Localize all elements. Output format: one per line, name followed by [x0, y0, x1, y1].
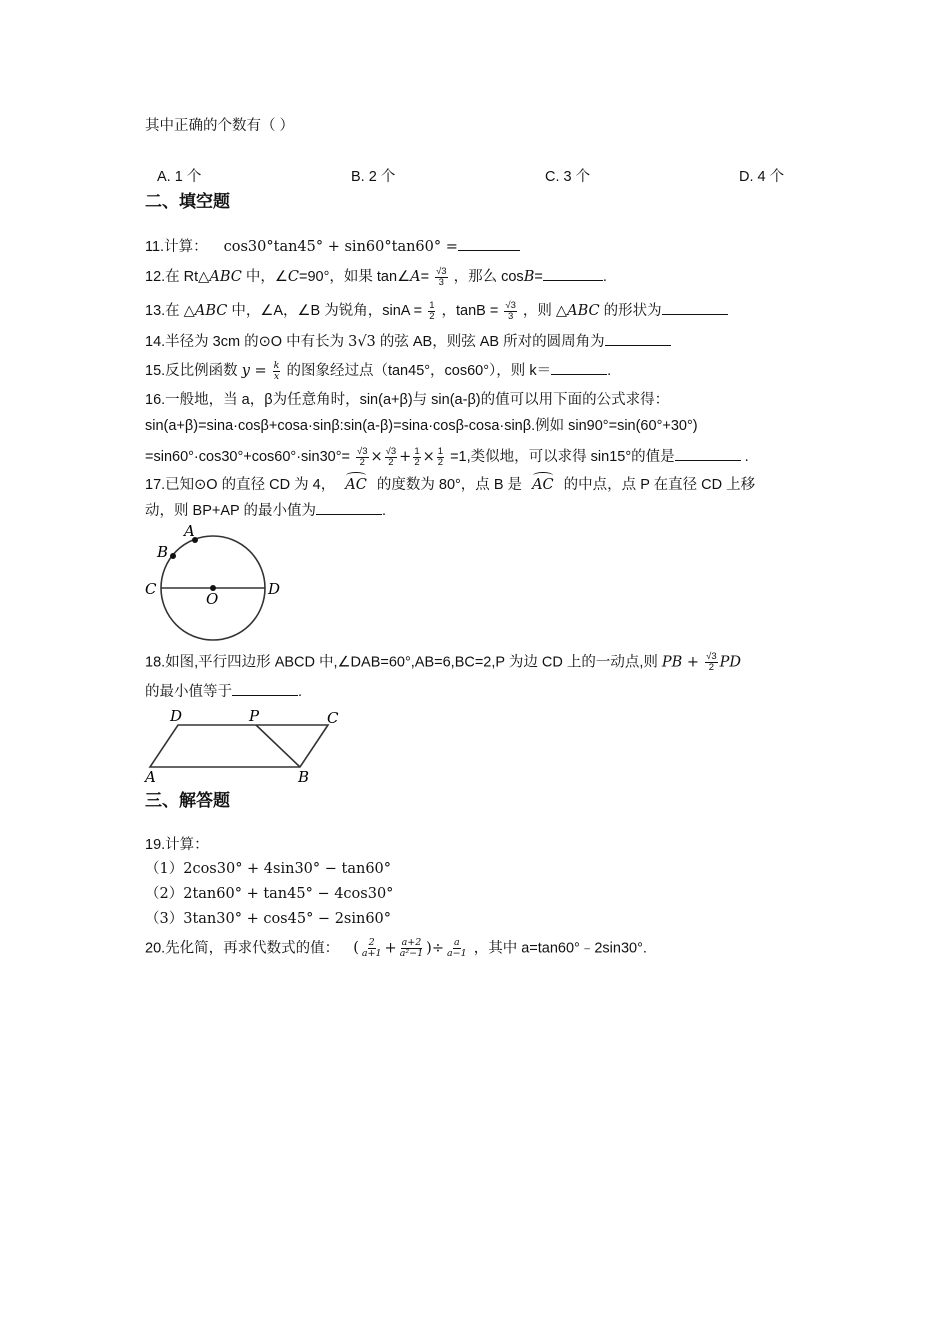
label-d: D	[170, 707, 183, 725]
question-18-line-1	[145, 652, 741, 673]
q12-text: 中，∠	[241, 269, 288, 285]
frac-num: 1	[437, 445, 444, 457]
question-16-line-2: sin(a+β)=sina·cosβ+cosa·sinβ:sin(a-β)=sina·cosβ-cosa·sinβ.例如 sin90°=sin(60°+30°)	[145, 418, 698, 434]
answer-blank	[232, 681, 298, 696]
answer-blank	[543, 266, 603, 281]
q14-text: 的弦 AB，则弦 AB 所对的圆周角为	[375, 334, 605, 350]
frac-num: a+2	[401, 937, 422, 948]
frac-num: 1	[414, 445, 420, 457]
frac-num: √3	[385, 445, 397, 457]
q18-text: 18.如图,平行四边形 ABCD 中,∠DAB=60°,AB=6,BC=2,P 为边 CD 上的一动点,则	[145, 654, 662, 671]
answer-blank	[675, 446, 741, 461]
q13-triangle: ABC	[567, 303, 600, 319]
frac-den: 3	[507, 310, 514, 322]
q17-period: .	[381, 503, 386, 519]
q20-fraction-1	[361, 938, 383, 959]
option-a: A. 1 个	[157, 169, 202, 185]
label-p: P	[249, 707, 260, 725]
question-intro: 其中正确的个数有（ ）	[145, 118, 295, 134]
frac-den: 2	[429, 310, 435, 322]
q20-fraction-3	[446, 938, 468, 959]
q12-text: =90°，如果 tan∠	[298, 269, 411, 285]
q20-text: ，其中 a=tan60°﹣2sin30°.	[473, 940, 647, 957]
q11-expression: cos30°tan45° + sin60°tan60° =	[223, 239, 458, 255]
answer-blank	[551, 360, 607, 375]
frac-num: √3	[436, 265, 447, 277]
question-14	[145, 331, 671, 352]
segment-pb	[256, 725, 300, 767]
q18-pb: PB +	[661, 654, 700, 671]
frac-den: a−1	[447, 948, 467, 959]
question-18-line-2	[145, 681, 302, 702]
q12-text: =	[420, 269, 430, 285]
frac-den: a²−1	[399, 948, 424, 959]
q13-text: 中，∠A，∠B 为锐角，sinA =	[227, 303, 427, 319]
question-19-part-1: （1）2cos30° + 4sin30° − tan60°	[145, 861, 392, 877]
q13-text: ，tanB =	[441, 303, 503, 319]
q12-angle-b: B	[523, 269, 535, 285]
frac-num: k	[273, 359, 280, 371]
q12-period: .	[602, 269, 607, 285]
q13-fraction-2	[504, 301, 517, 322]
q20-text: 20.先化简，再求代数式的值：	[145, 940, 340, 957]
section-heading-solutions: 三、解答题	[145, 791, 230, 810]
q12-triangle: ABC	[209, 269, 242, 285]
q20-divide: ÷	[431, 940, 444, 957]
q12-text: ，那么 cos	[453, 269, 524, 285]
q16-period: .	[740, 449, 749, 465]
q15-function: y =	[241, 363, 267, 379]
q13-fraction-1	[428, 301, 435, 322]
option-d: D. 4 个	[739, 169, 785, 185]
q12-fraction	[435, 267, 448, 288]
q20-paren: )	[426, 940, 432, 957]
option-b: B. 2 个	[351, 169, 396, 185]
frac-den: 2	[359, 456, 365, 468]
q11-prefix: 11.计算：	[145, 239, 208, 255]
frac-den: 2	[437, 456, 444, 468]
q12-text: =	[534, 269, 543, 285]
q15-period: .	[607, 363, 612, 379]
q16-plus: +	[399, 449, 412, 465]
q20-plus: +	[384, 940, 397, 957]
q17-text: 动，则 BP+AP 的最小值为	[145, 503, 316, 519]
q15-text: 15.反比例函数	[145, 363, 242, 379]
q16-fraction	[437, 447, 444, 468]
q17-arc: AC	[345, 477, 367, 493]
frac-den: a+1	[361, 948, 382, 959]
circle-figure	[140, 520, 290, 645]
parallelogram-abcd	[150, 725, 328, 767]
q13-text: 13.在 △	[145, 303, 195, 319]
q13-text: ，则 △	[522, 303, 568, 319]
q16-text: =sin60°·cos30°+cos60°·sin30°=	[145, 449, 354, 465]
q17-text: 17.已知⊙O 的直径 CD 为 4，	[145, 477, 336, 493]
answer-blank	[605, 331, 671, 346]
answer-blank	[662, 300, 728, 315]
frac-num: √3	[505, 299, 516, 311]
frac-num: √3	[357, 445, 368, 457]
q17-text: 的中点，点 P 在直径 CD 上移	[559, 477, 756, 493]
question-16-line-3	[145, 446, 749, 468]
frac-den: 2	[414, 456, 420, 468]
frac-num: 1	[429, 299, 435, 311]
q18-text: 的最小值等于	[145, 684, 232, 700]
q18-period: .	[298, 684, 303, 700]
question-15	[145, 360, 611, 382]
q12-text: 12.在 Rt△	[145, 269, 210, 285]
parallelogram-figure	[140, 705, 350, 785]
q13-text: 的形状为	[599, 303, 662, 319]
q20-fraction-2	[399, 938, 424, 959]
label-b: B	[298, 768, 310, 785]
q18-pd: PD	[719, 654, 741, 671]
question-13	[145, 300, 728, 322]
frac-den: x	[273, 370, 280, 382]
label-a: A	[145, 768, 156, 785]
label-a: A	[184, 522, 195, 540]
frac-num: √3	[706, 651, 717, 662]
question-17-line-2	[145, 500, 386, 521]
frac-num: 2	[368, 937, 375, 948]
q12-angle-c: C	[287, 269, 299, 285]
point-b	[170, 553, 176, 559]
frac-num: a	[454, 937, 460, 948]
question-19-part-3: （3）3tan30° + cos45° − 2sin60°	[145, 911, 392, 927]
label-d: D	[268, 580, 281, 598]
q16-fraction	[413, 447, 420, 468]
q13-triangle: ABC	[194, 303, 228, 319]
label-c: C	[327, 709, 339, 727]
q18-fraction	[705, 652, 718, 673]
q16-text: =1,类似地，可以求得 sin15°的值是	[450, 449, 675, 465]
question-19-title: 19.计算：	[145, 837, 209, 853]
answer-blank	[458, 236, 520, 251]
q15-fraction	[273, 361, 281, 382]
question-16-line-1: 16.一般地，当 a，β为任意角时，sin(a+β)与 sin(a-β)的值可以用下面的公式求得：	[145, 392, 670, 408]
q17-arc: AC	[532, 477, 554, 493]
answer-blank	[316, 500, 382, 515]
q20-paren: (	[353, 940, 359, 957]
label-o: O	[206, 590, 219, 608]
q16-times: ×	[422, 449, 435, 465]
question-19-part-2: （2）2tan60° + tan45° − 4cos30°	[145, 886, 394, 902]
frac-den: 2	[708, 662, 714, 673]
label-c: C	[145, 580, 157, 598]
q16-fraction	[356, 447, 369, 468]
frac-den: 3	[438, 276, 444, 288]
q16-fraction	[385, 447, 398, 468]
question-12	[145, 266, 607, 288]
q14-radical: 3√3	[348, 334, 376, 350]
question-20	[145, 938, 647, 959]
q14-text: 14.半径为 3cm 的⊙O 中有长为	[145, 334, 349, 350]
label-b: B	[157, 543, 169, 561]
q15-text: 的图象经过点（tan45°，cos60°），则 k＝	[286, 363, 552, 379]
question-17-line-1	[145, 475, 755, 495]
q16-times: ×	[370, 449, 383, 465]
q12-angle-a: A	[410, 269, 421, 285]
frac-den: 2	[388, 456, 394, 468]
option-c: C. 3 个	[545, 169, 591, 185]
section-heading-fill-blank: 二、填空题	[145, 192, 230, 211]
question-11	[145, 236, 520, 257]
q17-text: 的度数为 80°，点 B 是	[372, 477, 527, 493]
